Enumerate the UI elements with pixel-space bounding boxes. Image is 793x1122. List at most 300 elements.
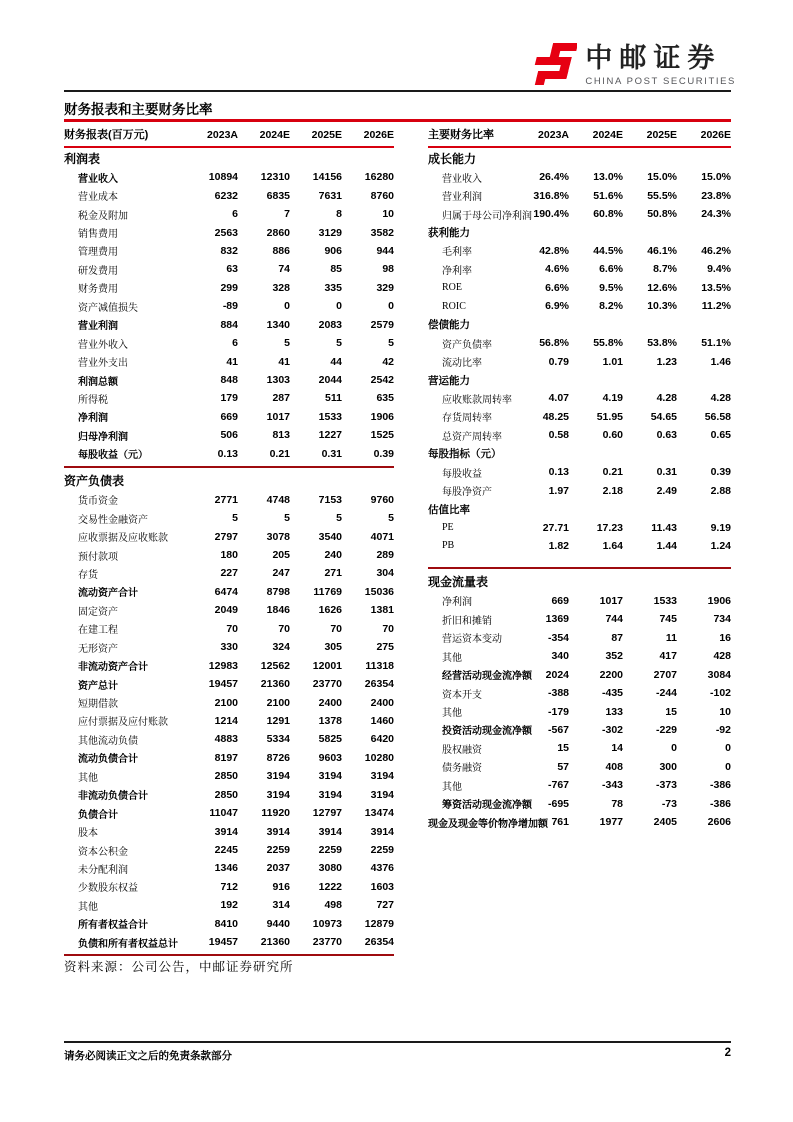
row-label: 营业收入	[78, 173, 118, 185]
cell-value: 3540	[318, 530, 342, 543]
cell-value: 5	[388, 337, 394, 350]
cell-value: 287	[272, 392, 290, 405]
row-label: PB	[442, 540, 455, 552]
financial-statements-table	[64, 126, 394, 959]
row-label: 负债合计	[78, 809, 118, 821]
cell-value: 1369	[545, 613, 569, 626]
cell-value: 5	[336, 337, 342, 350]
row-label: 资产负债率	[442, 339, 492, 351]
cell-value: 0	[725, 760, 731, 773]
table-row	[64, 786, 394, 804]
cell-value: 329	[376, 281, 394, 294]
cell-value: 2100	[214, 696, 238, 709]
cell-value: 0.21	[602, 466, 623, 479]
row-label: 货币资金	[78, 496, 118, 508]
cell-value: 330	[220, 641, 238, 654]
row-label: 固定资产	[78, 606, 118, 618]
table-row	[64, 730, 394, 748]
cell-value: 300	[659, 760, 677, 773]
section-label: 偿债能力	[428, 320, 470, 332]
column-header: 2026E	[363, 129, 394, 141]
table-row	[64, 408, 394, 426]
section-label: 每股指标（元）	[428, 449, 502, 461]
cell-value: 17.23	[596, 521, 623, 534]
row-label: 少数股东权益	[78, 883, 138, 895]
row-label: 折旧和摊销	[442, 615, 492, 627]
cell-value: 734	[713, 613, 731, 626]
cell-value: 1214	[214, 714, 238, 727]
section-header-row	[428, 148, 731, 168]
cell-value: 1460	[370, 714, 394, 727]
cell-value: 247	[272, 567, 290, 580]
cell-value: 0.21	[269, 447, 290, 460]
cell-value: 3194	[266, 788, 290, 801]
cell-value: 10	[719, 705, 731, 718]
table-row	[64, 693, 394, 711]
cell-value: 0.58	[548, 429, 569, 442]
row-label: 无形资产	[78, 643, 118, 655]
cell-value: 15	[557, 742, 569, 755]
header-divider	[64, 90, 731, 92]
cell-value: 8726	[266, 751, 290, 764]
cell-value: 2037	[266, 862, 290, 875]
table-header-row	[64, 126, 394, 148]
cell-value: 23770	[312, 678, 342, 691]
row-label: 税金及附加	[78, 210, 128, 222]
cell-value: 5	[284, 512, 290, 525]
cell-value: 14156	[312, 171, 342, 184]
cell-value: 1906	[707, 594, 731, 607]
cell-value: 54.65	[650, 410, 677, 423]
cell-value: 635	[376, 392, 394, 405]
cell-value: 2049	[214, 604, 238, 617]
row-label: 财务费用	[78, 284, 118, 296]
table-row	[428, 647, 731, 665]
table-header-label: 财务报表(百万元)	[64, 129, 149, 141]
cell-value: 26354	[364, 936, 394, 949]
cell-value: 1.44	[656, 539, 677, 552]
row-label: 流动比率	[442, 358, 482, 370]
row-label: 资本公积金	[78, 846, 128, 858]
cell-value: 2771	[214, 493, 238, 506]
row-label: 存货周转率	[442, 413, 492, 425]
cell-value: 761	[551, 816, 569, 829]
cell-value: -73	[661, 797, 677, 810]
cell-value: 1381	[370, 604, 394, 617]
cell-value: 70	[382, 622, 394, 635]
cell-value: 1.23	[656, 355, 677, 368]
cell-value: 314	[272, 899, 290, 912]
cell-value: 906	[324, 244, 342, 257]
row-label: 非流动资产合计	[78, 662, 148, 674]
cell-value: 10280	[364, 751, 394, 764]
cell-value: 12.6%	[647, 281, 677, 294]
cell-value: 271	[324, 567, 342, 580]
table-row	[428, 629, 731, 647]
cell-value: 63	[226, 263, 238, 276]
cell-value: 1017	[599, 594, 623, 607]
logo-text	[585, 40, 736, 87]
section-label: 获利能力	[428, 228, 470, 240]
cell-value: 179	[220, 392, 238, 405]
row-label: 非流动负债合计	[78, 791, 148, 803]
row-label: 每股净资产	[442, 487, 492, 499]
cell-value: 8.7%	[653, 263, 677, 276]
row-label: 毛利率	[442, 247, 472, 259]
cell-value: 316.8%	[533, 189, 569, 202]
cell-value: 51.1%	[701, 337, 731, 350]
cell-value: 2200	[599, 668, 623, 681]
table-row	[428, 702, 731, 720]
cell-value: 23770	[312, 936, 342, 949]
cell-value: 9.4%	[707, 263, 731, 276]
table-row	[64, 426, 394, 444]
cell-value: 3084	[707, 668, 731, 681]
cell-value: 3080	[318, 862, 342, 875]
cell-value: 4.28	[656, 392, 677, 405]
cell-value: 2100	[266, 696, 290, 709]
cell-value: 3914	[370, 825, 394, 838]
cell-value: 1378	[318, 714, 342, 727]
cell-value: 2259	[318, 844, 342, 857]
cell-value: 98	[382, 263, 394, 276]
row-label: 营运资本变动	[442, 634, 502, 646]
cell-value: 5	[232, 512, 238, 525]
row-label: 净利润	[78, 413, 108, 425]
cell-value: 304	[376, 567, 394, 580]
table-row	[64, 620, 394, 638]
cell-value: -386	[709, 779, 731, 792]
cell-value: 6420	[370, 733, 394, 746]
row-label: 其他	[442, 652, 462, 664]
table-row	[64, 878, 394, 896]
table-row	[64, 316, 394, 334]
row-label: 营业利润	[442, 192, 482, 204]
cell-value: 26.4%	[539, 171, 569, 184]
cell-value: 240	[324, 549, 342, 562]
row-label: 投资活动现金流净额	[442, 726, 532, 738]
cell-value: 7153	[318, 493, 342, 506]
cell-value: 352	[605, 650, 623, 663]
table-row	[428, 776, 731, 794]
cell-value: 2563	[214, 226, 238, 239]
cell-value: -354	[547, 631, 569, 644]
tables-top-rule	[64, 119, 731, 122]
cell-value: 8.2%	[599, 300, 623, 313]
table-row	[64, 260, 394, 278]
cell-value: 9440	[266, 917, 290, 930]
table-row	[64, 205, 394, 223]
cell-value: 884	[220, 318, 238, 331]
table-row	[64, 491, 394, 509]
cell-value: 324	[272, 641, 290, 654]
cell-value: 4.19	[602, 392, 623, 405]
cell-value: 1.24	[710, 539, 731, 552]
cell-value: 9760	[370, 493, 394, 506]
cell-value: 2.88	[710, 484, 731, 497]
table-row	[64, 822, 394, 840]
cell-value: 0.13	[548, 466, 569, 479]
table-row	[428, 408, 731, 426]
cell-value: 9.5%	[599, 281, 623, 294]
cell-value: 408	[605, 760, 623, 773]
cell-value: 305	[324, 641, 342, 654]
row-label: 营业利润	[78, 321, 118, 333]
cell-value: 5	[284, 337, 290, 350]
column-header: 2024E	[592, 129, 623, 141]
cell-value: 2850	[214, 788, 238, 801]
cell-value: 74	[278, 263, 290, 276]
table-row	[428, 389, 731, 407]
table-row	[428, 481, 731, 499]
cell-value: 8410	[214, 917, 238, 930]
table-row	[64, 168, 394, 186]
table-row	[428, 721, 731, 739]
cell-value: 5	[336, 512, 342, 525]
cell-value: 2400	[370, 696, 394, 709]
row-label: 负债和所有者权益总计	[78, 938, 178, 950]
cell-value: 60.8%	[593, 208, 623, 221]
page-title: 财务报表和主要财务比率	[64, 102, 213, 117]
cell-value: 44.5%	[593, 244, 623, 257]
cell-value: 1525	[370, 429, 394, 442]
row-label: 筹资活动现金流净额	[442, 800, 532, 812]
cell-value: 3582	[370, 226, 394, 239]
cell-value: 10894	[208, 171, 238, 184]
cell-value: 1.64	[602, 539, 623, 552]
cell-value: 669	[551, 594, 569, 607]
cell-value: 0	[336, 300, 342, 313]
cell-value: 4376	[370, 862, 394, 875]
cell-value: 4071	[370, 530, 394, 543]
row-label: 其他流动负债	[78, 735, 138, 747]
section-label: 现金流量表	[428, 575, 489, 590]
table-row	[64, 712, 394, 730]
cell-value: -435	[601, 687, 623, 700]
cell-value: 41	[226, 355, 238, 368]
row-label: 债务融资	[442, 763, 482, 775]
table-row	[64, 297, 394, 315]
row-label: 净利率	[442, 265, 472, 277]
cell-value: 5	[388, 512, 394, 525]
cell-value: 0.39	[710, 466, 731, 479]
cell-value: 1533	[653, 594, 677, 607]
cell-value: 11920	[261, 807, 290, 820]
cell-value: 3194	[370, 788, 394, 801]
cell-value: 0.79	[548, 355, 569, 368]
table-row	[428, 537, 731, 555]
section-label: 利润表	[64, 151, 101, 166]
cell-value: 6	[232, 208, 238, 221]
cell-value: 0.39	[373, 447, 394, 460]
disclaimer-note: 请务必阅读正文之后的免责条款部分	[64, 1051, 232, 1062]
cell-value: -302	[601, 723, 623, 736]
row-label: 未分配利润	[78, 864, 128, 876]
cell-value: 8760	[370, 189, 394, 202]
cell-value: 5334	[266, 733, 290, 746]
table-row	[428, 684, 731, 702]
table-row	[64, 445, 394, 463]
cell-value: 3914	[214, 825, 238, 838]
section-divider	[428, 567, 731, 570]
table-row	[64, 371, 394, 389]
table-row	[64, 933, 394, 951]
cell-value: 70	[330, 622, 342, 635]
cell-value: 2707	[653, 668, 677, 681]
cell-value: 12879	[364, 917, 394, 930]
cell-value: 15.0%	[647, 171, 677, 184]
cell-value: 944	[376, 244, 394, 257]
cell-value: 180	[220, 549, 238, 562]
cell-value: 0	[671, 742, 677, 755]
cell-value: 12562	[260, 659, 290, 672]
table-row	[428, 297, 731, 315]
cell-value: 192	[220, 899, 238, 912]
table-row	[428, 795, 731, 813]
cell-value: 0	[388, 300, 394, 313]
cell-value: 227	[220, 567, 238, 580]
cell-value: 205	[272, 549, 290, 562]
column-header: 2026E	[700, 129, 731, 141]
cell-value: 41	[278, 355, 290, 368]
cell-value: 1346	[214, 862, 238, 875]
table-row	[64, 546, 394, 564]
cell-value: 21360	[260, 678, 290, 691]
table-row	[64, 583, 394, 601]
row-label: 交易性金融资产	[78, 514, 148, 526]
cell-value: 16280	[364, 171, 394, 184]
cell-value: 289	[376, 549, 394, 562]
cell-value: 87	[611, 631, 623, 644]
cell-value: 10973	[312, 917, 342, 930]
row-label: 营业成本	[78, 192, 118, 204]
table-row	[64, 601, 394, 619]
table-row	[428, 186, 731, 204]
cell-value: 8197	[214, 751, 238, 764]
section-header-row	[428, 572, 731, 592]
cell-value: 12983	[208, 659, 238, 672]
cell-value: -179	[547, 705, 569, 718]
cell-value: 2024	[545, 668, 569, 681]
table-row	[64, 656, 394, 674]
section-label: 资产负债表	[64, 474, 125, 488]
cell-value: 1017	[266, 410, 290, 423]
cell-value: 10.3%	[647, 300, 677, 313]
cell-value: 23.8%	[701, 189, 731, 202]
cell-value: 44	[330, 355, 342, 368]
row-label: 流动资产合计	[78, 588, 138, 600]
cell-value: 11.2%	[701, 300, 731, 313]
table-row	[428, 279, 731, 297]
cell-value: -229	[655, 723, 677, 736]
cell-value: 4.28	[710, 392, 731, 405]
cell-value: 0.60	[602, 429, 623, 442]
cell-value: 190.4%	[533, 208, 569, 221]
row-label: 归属于母公司净利润	[442, 210, 532, 222]
table-row	[428, 518, 731, 536]
cell-value: 0.31	[656, 466, 677, 479]
cell-value: 8798	[266, 585, 290, 598]
cell-value: -695	[547, 797, 569, 810]
cell-value: 19457	[208, 678, 238, 691]
logo-company-name: 中邮证券	[585, 43, 722, 73]
section-header-row	[428, 500, 731, 518]
table-row	[64, 223, 394, 241]
cell-value: 328	[272, 281, 290, 294]
cell-value: 0	[284, 300, 290, 313]
cell-value: 3078	[266, 530, 290, 543]
table-row	[64, 564, 394, 582]
table-row	[428, 813, 731, 831]
cell-value: 12310	[260, 171, 290, 184]
row-label: 研发费用	[78, 265, 118, 277]
cell-value: 2083	[318, 318, 342, 331]
table-row	[64, 841, 394, 859]
cell-value: 299	[220, 281, 238, 294]
row-label: 预付款项	[78, 551, 118, 563]
cell-value: 5825	[318, 733, 342, 746]
cell-value: 1977	[599, 816, 623, 829]
section-header-row	[428, 445, 731, 463]
table-row	[64, 749, 394, 767]
cell-value: -388	[547, 687, 569, 700]
cell-value: 1533	[318, 410, 342, 423]
column-header: 2023A	[207, 129, 238, 141]
column-header: 2025E	[646, 129, 677, 141]
table-row	[428, 610, 731, 628]
cell-value: 6.6%	[599, 263, 623, 276]
table-row	[428, 592, 731, 610]
cell-value: 744	[605, 613, 623, 626]
row-label: 销售费用	[78, 229, 118, 241]
table-row	[428, 758, 731, 776]
cell-value: 26354	[364, 678, 394, 691]
table-row	[64, 334, 394, 352]
cell-value: 46.2%	[701, 244, 731, 257]
row-label: 每股收益	[442, 468, 482, 480]
cell-value: 10	[382, 208, 394, 221]
cell-value: 3914	[266, 825, 290, 838]
logo-company-name-en: CHINA POST SECURITIES	[585, 75, 736, 87]
cell-value: 24.3%	[701, 208, 731, 221]
spacer	[428, 555, 731, 564]
cell-value: 340	[551, 650, 569, 663]
cell-value: 2.18	[602, 484, 623, 497]
cell-value: 12001	[312, 659, 342, 672]
row-label: 存货	[78, 569, 98, 581]
row-label: 资产总计	[78, 680, 118, 692]
cell-value: 2400	[318, 696, 342, 709]
cell-value: 15.0%	[701, 171, 731, 184]
row-label: 应收票据及应收账款	[78, 533, 168, 545]
cell-value: 2405	[653, 816, 677, 829]
cell-value: 12797	[312, 807, 342, 820]
cell-value: 0.63	[656, 429, 677, 442]
cell-value: 712	[220, 880, 238, 893]
cell-value: 2850	[214, 770, 238, 783]
cell-value: 42	[382, 355, 394, 368]
cell-value: 0.31	[321, 447, 342, 460]
cell-value: 1626	[318, 604, 342, 617]
cell-value: 85	[330, 263, 342, 276]
cell-value: 832	[220, 244, 238, 257]
section-header-row	[64, 148, 394, 168]
cell-value: 8	[336, 208, 342, 221]
table-row	[428, 168, 731, 186]
table-row	[64, 896, 394, 914]
row-label: 股本	[78, 828, 98, 840]
cell-value: 886	[272, 244, 290, 257]
